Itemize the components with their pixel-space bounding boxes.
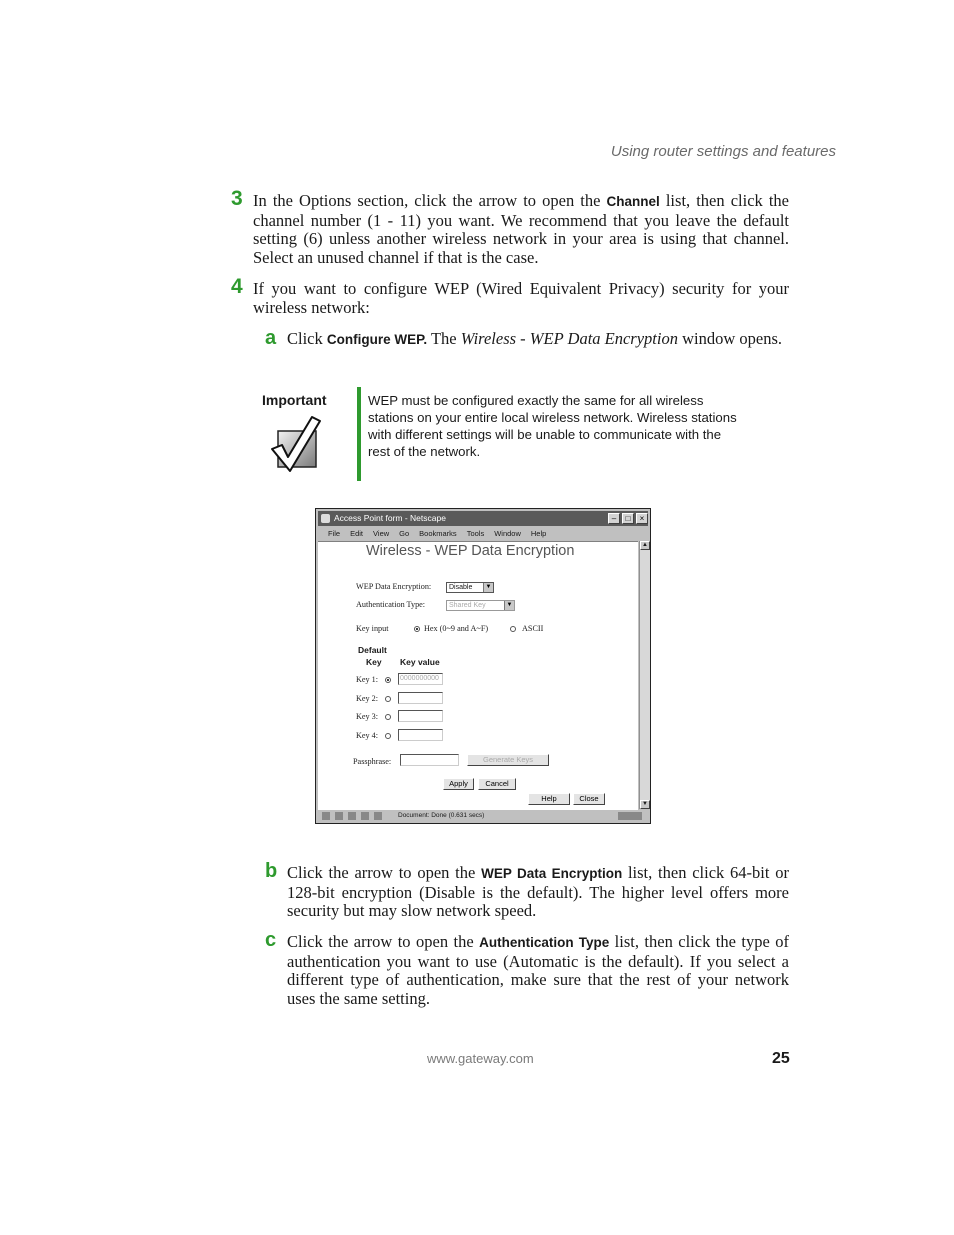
menu-view[interactable]: View — [373, 529, 390, 538]
substep-letter-a: a — [265, 327, 277, 349]
menu-edit[interactable]: Edit — [350, 529, 364, 538]
wep-data-encryption-term: WEP Data Encryption — [481, 866, 623, 881]
step-4-text: If you want to configure WEP (Wired Equivalent Privacy) security for your wireless network: — [253, 279, 789, 317]
default-key-header-2: Key — [366, 657, 382, 667]
auth-select-value: Shared Key — [449, 602, 486, 609]
cancel-button[interactable]: Cancel — [478, 778, 516, 790]
wep-select-value: Disable — [449, 584, 473, 591]
key-4-radio[interactable] — [385, 733, 391, 739]
dropdown-arrow-icon[interactable]: ▼ — [504, 601, 514, 610]
apply-button[interactable]: Apply — [443, 778, 474, 790]
key-2-radio[interactable] — [385, 696, 391, 702]
passphrase-input[interactable] — [400, 754, 459, 766]
substep-a-text-after: window opens. — [677, 329, 783, 348]
auth-type-select[interactable] — [446, 600, 515, 611]
substep-c-text-after: list, then click the type of authentication you want to use (Automatic is the default). If you select a different type of authentication, make sure that the rest of your network uses the same setting. — [287, 932, 789, 1008]
important-bar — [357, 387, 361, 481]
hex-radio[interactable] — [414, 626, 420, 632]
important-label: Important — [262, 392, 327, 408]
vertical-scrollbar[interactable] — [639, 541, 650, 809]
key-2-label: Key 2: — [356, 694, 379, 703]
step-number-3: 3 — [231, 187, 243, 210]
auth-label: Authentication Type: — [356, 600, 426, 609]
hex-label: Hex (0~9 and A~F) — [424, 624, 489, 633]
key-4-label: Key 4: — [356, 731, 379, 740]
substep-a-text-mid: The — [427, 329, 461, 348]
key-3-label: Key 3: — [356, 712, 379, 721]
ascii-radio[interactable] — [510, 626, 516, 632]
substep-letter-c: c — [265, 929, 277, 951]
key-input-label: Key input — [356, 624, 389, 633]
key-3-radio[interactable] — [385, 714, 391, 720]
substep-b-text — [287, 864, 789, 921]
step-number-4: 4 — [231, 275, 243, 298]
menu-go[interactable]: Go — [399, 529, 410, 538]
status-icons — [322, 812, 382, 820]
minimize-icon[interactable]: – — [608, 513, 620, 524]
maximize-icon[interactable]: □ — [622, 513, 634, 524]
key-2-input[interactable] — [398, 692, 443, 704]
netscape-icon — [321, 514, 330, 523]
close-icon[interactable]: × — [636, 513, 648, 524]
menu-file[interactable]: File — [328, 529, 341, 538]
key-value-header: Key value — [400, 657, 440, 667]
content-title: Wireless - WEP Data Encryption — [366, 543, 575, 559]
ascii-label: ASCII — [522, 624, 544, 633]
step-3-text — [253, 192, 789, 267]
dropdown-arrow-icon[interactable]: ▼ — [483, 583, 493, 592]
menu-tools[interactable]: Tools — [466, 529, 485, 538]
substep-letter-b: b — [265, 860, 278, 882]
wep-encryption-select[interactable] — [446, 582, 494, 593]
security-icon — [618, 812, 642, 820]
menu-help[interactable]: Help — [530, 529, 547, 538]
channel-term: Channel — [606, 194, 660, 209]
key-3-input[interactable] — [398, 710, 443, 722]
substep-b-text-before: Click the arrow to open the — [287, 863, 482, 882]
substep-c-text — [287, 933, 789, 1008]
running-header: Using router settings and features — [610, 143, 836, 160]
window-name-italic: Wireless - WEP Data Encryption — [460, 329, 678, 348]
configure-wep-term: Configure WEP. — [326, 332, 428, 347]
key-4-input[interactable] — [398, 729, 443, 741]
step-3-text-after: list, then click the channel number (1 - 11) you want. We recommend that you leave the default setting (6) unless another wireless network in your area is using that channel. Select an unused channel if that is the case. — [253, 191, 789, 267]
status-text: Document: Done (0.631 secs) — [398, 812, 485, 819]
checkmark-icon — [268, 415, 324, 478]
menu-window[interactable]: Window — [494, 529, 521, 538]
page-content — [318, 541, 638, 810]
substep-c-text-before: Click the arrow to open the — [287, 932, 480, 951]
key-1-radio[interactable] — [385, 677, 391, 683]
footer-url[interactable]: www.gateway.com — [427, 1051, 534, 1066]
key-1-label: Key 1: — [356, 675, 379, 684]
help-button[interactable]: Help — [528, 793, 570, 805]
scroll-down-icon[interactable]: ▼ — [640, 800, 650, 809]
step-3-text-before: In the Options section, click the arrow to open the — [253, 191, 607, 210]
authentication-type-term: Authentication Type — [479, 935, 610, 950]
page-number: 25 — [772, 1050, 790, 1067]
window-title: Access Point form - Netscape — [334, 513, 446, 523]
menu-bar — [318, 527, 648, 540]
substep-a-text — [287, 330, 789, 350]
key-1-input[interactable]: 0000000000 — [398, 673, 443, 685]
screenshot-window — [315, 508, 651, 824]
passphrase-label: Passphrase: — [353, 757, 392, 766]
substep-b-text-after: list, then click 64-bit or 128-bit encryption (Disable is the default). The higher level offers more security but may slow network speed. — [287, 863, 789, 921]
default-key-header-1: Default — [358, 645, 387, 655]
substep-a-text-before: Click — [287, 329, 327, 348]
menu-bookmarks[interactable]: Bookmarks — [419, 529, 457, 538]
scroll-up-icon[interactable]: ▲ — [640, 541, 650, 550]
status-bar — [318, 810, 648, 822]
wep-label: WEP Data Encryption: — [356, 582, 432, 591]
generate-keys-button[interactable]: Generate Keys — [467, 754, 549, 766]
window-titlebar — [318, 511, 648, 526]
important-text: WEP must be configured exactly the same for all wireless stations on your entire local wireless network. Wireless stations with different settings will be unable to communicate with the rest of the network. — [368, 393, 737, 459]
close-button[interactable]: Close — [573, 793, 605, 805]
